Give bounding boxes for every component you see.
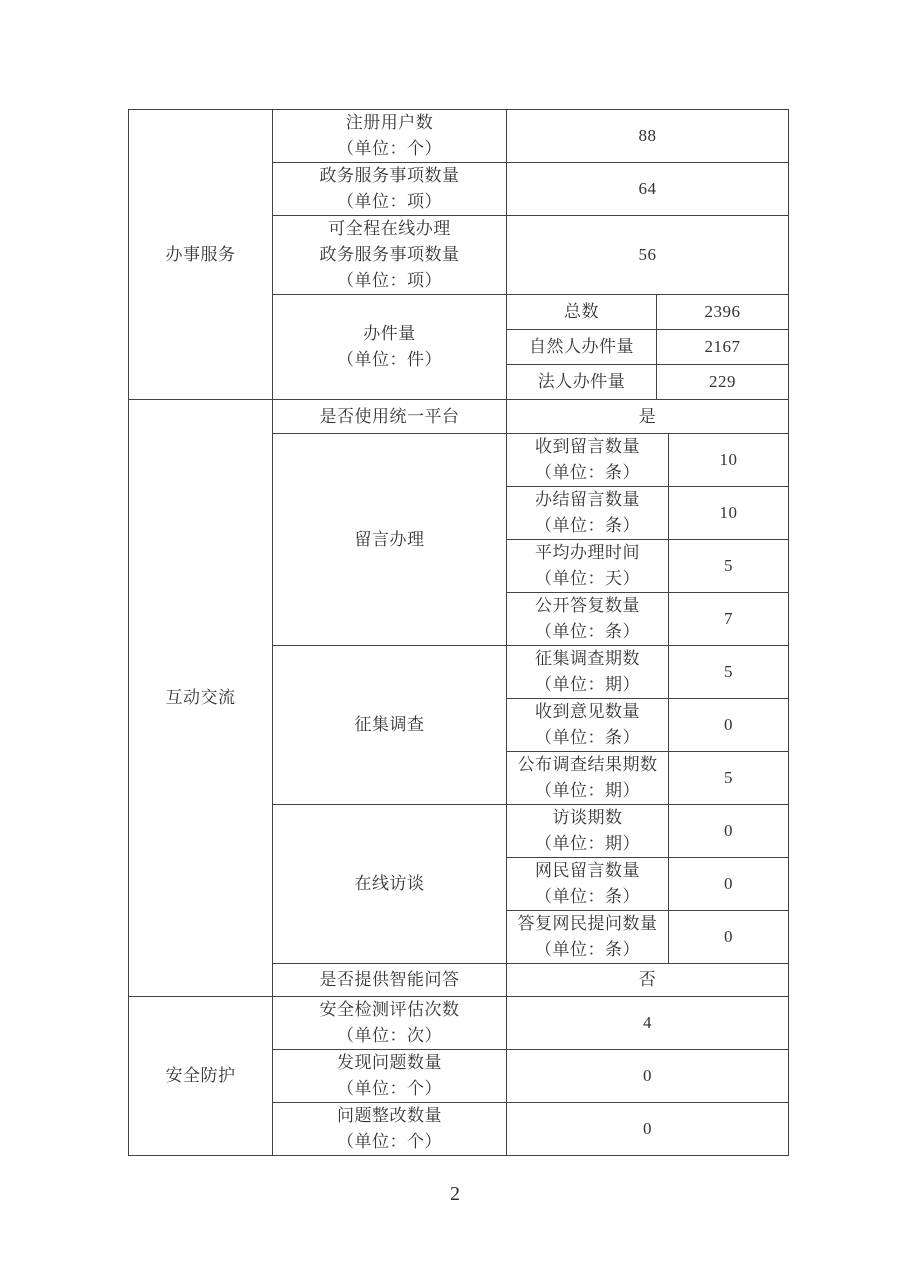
label-line: 发现问题数量 xyxy=(337,1053,442,1072)
unit-line: （单位：条） xyxy=(535,463,640,482)
cell-cases-total-value: 2396 xyxy=(657,295,789,330)
cell-messages-received-value: 10 xyxy=(669,434,789,487)
cell-interview-periods-label xyxy=(507,805,669,858)
cell-online-items-label xyxy=(273,216,507,295)
cell-netizen-messages-label xyxy=(507,858,669,911)
cell-problems-found-label xyxy=(273,1050,507,1103)
cell-registered-users-label xyxy=(273,110,507,163)
category-cell-service xyxy=(129,110,273,400)
cell-survey-periods-value: 5 xyxy=(669,646,789,699)
unit-line: （单位：个） xyxy=(337,1132,442,1151)
table-row xyxy=(129,110,789,163)
label-line: 办件量 xyxy=(363,324,416,343)
unit-line: （单位：条） xyxy=(535,940,640,959)
category-cell-security xyxy=(129,997,273,1156)
cell-survey-group: 征集调查 xyxy=(273,646,507,805)
label-line: 网民留言数量 xyxy=(535,861,640,880)
unit-line: （单位：条） xyxy=(535,516,640,535)
label-line: 征集调查期数 xyxy=(535,649,640,668)
cell-smart-qa-value: 否 xyxy=(507,964,789,997)
cell-cases-natural-value: 2167 xyxy=(657,330,789,365)
cell-unified-platform-label: 是否使用统一平台 xyxy=(273,400,507,434)
table-row xyxy=(129,400,789,434)
cell-messages-completed-label xyxy=(507,487,669,540)
unit-line: （单位：期） xyxy=(535,834,640,853)
cell-avg-time-value: 5 xyxy=(669,540,789,593)
label-line: 访谈期数 xyxy=(552,808,623,827)
cell-cases-legal-value: 229 xyxy=(657,365,789,400)
cell-assessments-label xyxy=(273,997,507,1050)
cell-cases-total-label: 总数 xyxy=(507,295,657,330)
cell-messages-completed-value: 10 xyxy=(669,487,789,540)
cell-unified-platform-value: 是 xyxy=(507,400,789,434)
label-line: 收到留言数量 xyxy=(535,437,640,456)
unit-line: （单位：个） xyxy=(337,139,442,158)
unit-line: （单位：条） xyxy=(535,728,640,747)
cell-interview-replies-value: 0 xyxy=(669,911,789,964)
cell-interview-replies-label xyxy=(507,911,669,964)
category-label-service: 办事服务 xyxy=(165,244,236,264)
unit-line: （单位：期） xyxy=(535,675,640,694)
cell-online-items-value: 56 xyxy=(507,216,789,295)
table-row xyxy=(129,997,789,1050)
unit-line: （单位：期） xyxy=(535,781,640,800)
label-line: 政务服务事项数量 xyxy=(319,166,460,185)
cell-gov-items-value: 64 xyxy=(507,163,789,216)
cell-problems-rectified-label xyxy=(273,1103,507,1156)
page-number: 2 xyxy=(450,1183,460,1205)
cell-messages-received-label xyxy=(507,434,669,487)
cell-assessments-value: 4 xyxy=(507,997,789,1050)
label-line: 可全程在线办理 xyxy=(328,219,451,238)
cell-public-reply-value: 7 xyxy=(669,593,789,646)
cell-interview-periods-value: 0 xyxy=(669,805,789,858)
annual-report-table xyxy=(128,109,789,1156)
cell-survey-results-label xyxy=(507,752,669,805)
unit-line: （单位：天） xyxy=(535,569,640,588)
unit-line: （单位：项） xyxy=(337,192,442,211)
unit-line: （单位：条） xyxy=(535,622,640,641)
cell-survey-periods-label xyxy=(507,646,669,699)
cell-cases-legal-label: 法人办件量 xyxy=(507,365,657,400)
cell-public-reply-label xyxy=(507,593,669,646)
label-line: 政务服务事项数量 xyxy=(319,245,460,264)
label-line: 问题整改数量 xyxy=(337,1106,442,1125)
category-label-interaction: 互动交流 xyxy=(165,688,236,707)
cell-survey-opinions-label xyxy=(507,699,669,752)
cell-problems-rectified-value: 0 xyxy=(507,1103,789,1156)
cell-message-handling-group: 留言办理 xyxy=(273,434,507,646)
cell-interview-group: 在线访谈 xyxy=(273,805,507,964)
cell-cases-natural-label: 自然人办件量 xyxy=(507,330,657,365)
cell-problems-found-value: 0 xyxy=(507,1050,789,1103)
label-line: 公布调查结果期数 xyxy=(517,755,658,774)
cell-gov-items-label xyxy=(273,163,507,216)
label-line: 公开答复数量 xyxy=(535,596,640,615)
unit-line: （单位：次） xyxy=(337,1026,442,1045)
category-label-security: 安全防护 xyxy=(165,1066,236,1085)
label-line: 安全检测评估次数 xyxy=(319,1000,460,1019)
cell-netizen-messages-value: 0 xyxy=(669,858,789,911)
label-line: 注册用户数 xyxy=(345,113,434,132)
cell-cases-group-label xyxy=(273,295,507,400)
cell-avg-time-label xyxy=(507,540,669,593)
cell-smart-qa-label: 是否提供智能问答 xyxy=(273,964,507,997)
label-line: 答复网民提问数量 xyxy=(517,914,658,933)
unit-line: （单位：条） xyxy=(535,887,640,906)
unit-line: （单位：项） xyxy=(337,271,442,290)
cell-survey-results-value: 5 xyxy=(669,752,789,805)
label-line: 平均办理时间 xyxy=(535,543,640,562)
unit-line: （单位：个） xyxy=(337,1079,442,1098)
label-line: 办结留言数量 xyxy=(535,490,640,509)
unit-line: （单位：件） xyxy=(337,350,442,369)
cell-registered-users-value: 88 xyxy=(507,110,789,163)
cell-survey-opinions-value: 0 xyxy=(669,699,789,752)
category-cell-interaction xyxy=(129,400,273,997)
label-line: 收到意见数量 xyxy=(535,702,640,721)
